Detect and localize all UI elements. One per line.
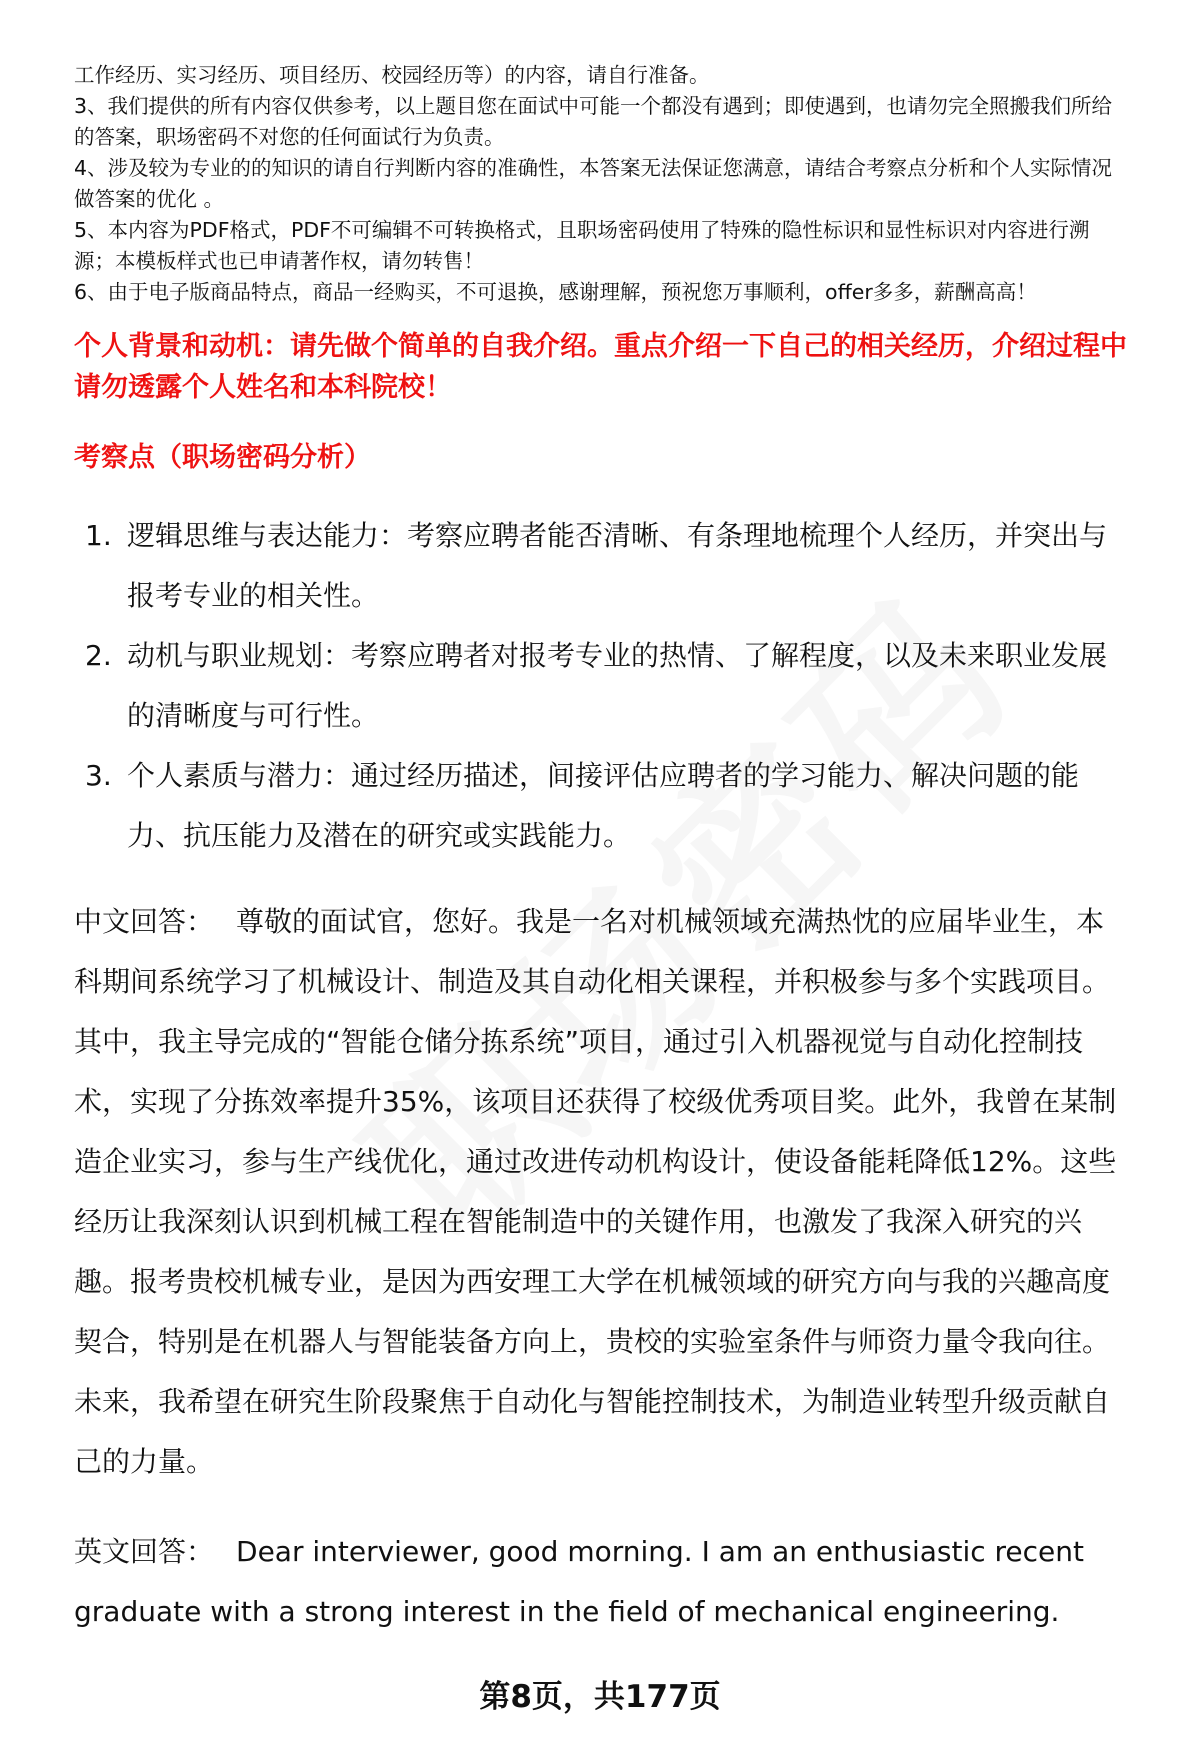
english-answer — [74, 1522, 1130, 1642]
point-number: 1. — [85, 519, 112, 552]
analysis-points — [74, 506, 1130, 866]
point-text: 逻辑思维与表达能力：考察应聘者能否清晰、有条理地梳理个人经历，并突出与报考专业的相关性。 — [127, 519, 1108, 612]
note-line: 3、我们提供的所有内容仅供参考，以上题目您在面试中可能一个都没有遇到；即使遇到，也请勿完全照搬我们所给的答案，职场密码不对您的任何面试行为负责。 — [74, 94, 1113, 149]
point-number: 2. — [85, 639, 112, 672]
point-number: 3. — [85, 759, 112, 792]
notes-section — [74, 60, 1130, 308]
point-text: 动机与职业规划：考察应聘者对报考专业的热情、了解程度，以及未来职业发展的清晰度与可行性。 — [127, 639, 1108, 732]
page-number-footer: 第8页，共177页 — [479, 1679, 721, 1715]
english-answer-label: 英文回答： — [74, 1535, 215, 1568]
point-text: 个人素质与潜力：通过经历描述，间接评估应聘者的学习能力、解决问题的能力、抗压能力及潜在的研究或实践能力。 — [127, 759, 1080, 852]
question-heading: 个人背景和动机：请先做个简单的自我介绍。重点介绍一下自己的相关经历，介绍过程中请勿透露个人姓名和本科院校！ — [74, 331, 1127, 403]
chinese-answer-label: 中文回答： — [74, 905, 215, 938]
analysis-point — [74, 506, 1130, 626]
chinese-answer-text: 尊敬的面试官，您好。我是一名对机械领域充满热忱的应届毕业生，本科期间系统学习了机械设计、制造及其自动化相关课程，并积极参与多个实践项目。其中，我主导完成的“智能仓储分拣系统”项目，通过引入机器视觉与自动化控制技术，实现了分拣效率提升35%，该项目还获得了校级优秀项目奖。此外，我曾在某制造企业实习，参与生产线优化，通过改进传动机构设计，使设备能耗降低12%。这些经历让我深刻认识到机械工程在智能制造中的关键作用，也激发了我深入研究的兴趣。报考贵校机械专业，是因为西安理工大学在机械领域的研究方向与我的兴趣高度契合，特别是在机器人与智能装备方向上，贵校的实验室条件与师资力量令我向往。未来，我希望在研究生阶段聚焦于自动化与智能控制技术，为制造业转型升级贡献自己的力量。 — [74, 905, 1117, 1478]
analysis-point — [74, 626, 1130, 746]
note-line: 5、本内容为PDF格式，PDF不可编辑不可转换格式，且职场密码使用了特殊的隐性标识和显性标识对内容进行溯源；本模板样式也已申请著作权，请勿转售！ — [74, 218, 1090, 273]
note-line: 4、涉及较为专业的的知识的请自行判断内容的准确性，本答案无法保证您满意，请结合考察点分析和个人实际情况做答案的优化 。 — [74, 156, 1113, 211]
chinese-answer — [74, 892, 1130, 1492]
analysis-point — [74, 746, 1130, 866]
english-answer-text: Dear interviewer, good morning. I am an enthusiastic recent graduate with a strong interest in the field of mechanical engineering. — [74, 1535, 1084, 1628]
note-line: 工作经历、实习经历、项目经历、校园经历等）的内容，请自行准备。 — [74, 63, 710, 87]
analysis-title: 考察点（职场密码分析） — [74, 442, 371, 473]
note-line: 6、由于电子版商品特点，商品一经购买，不可退换，感谢理解，预祝您万事顺利，offer多多，薪酬高高！ — [74, 280, 1037, 304]
